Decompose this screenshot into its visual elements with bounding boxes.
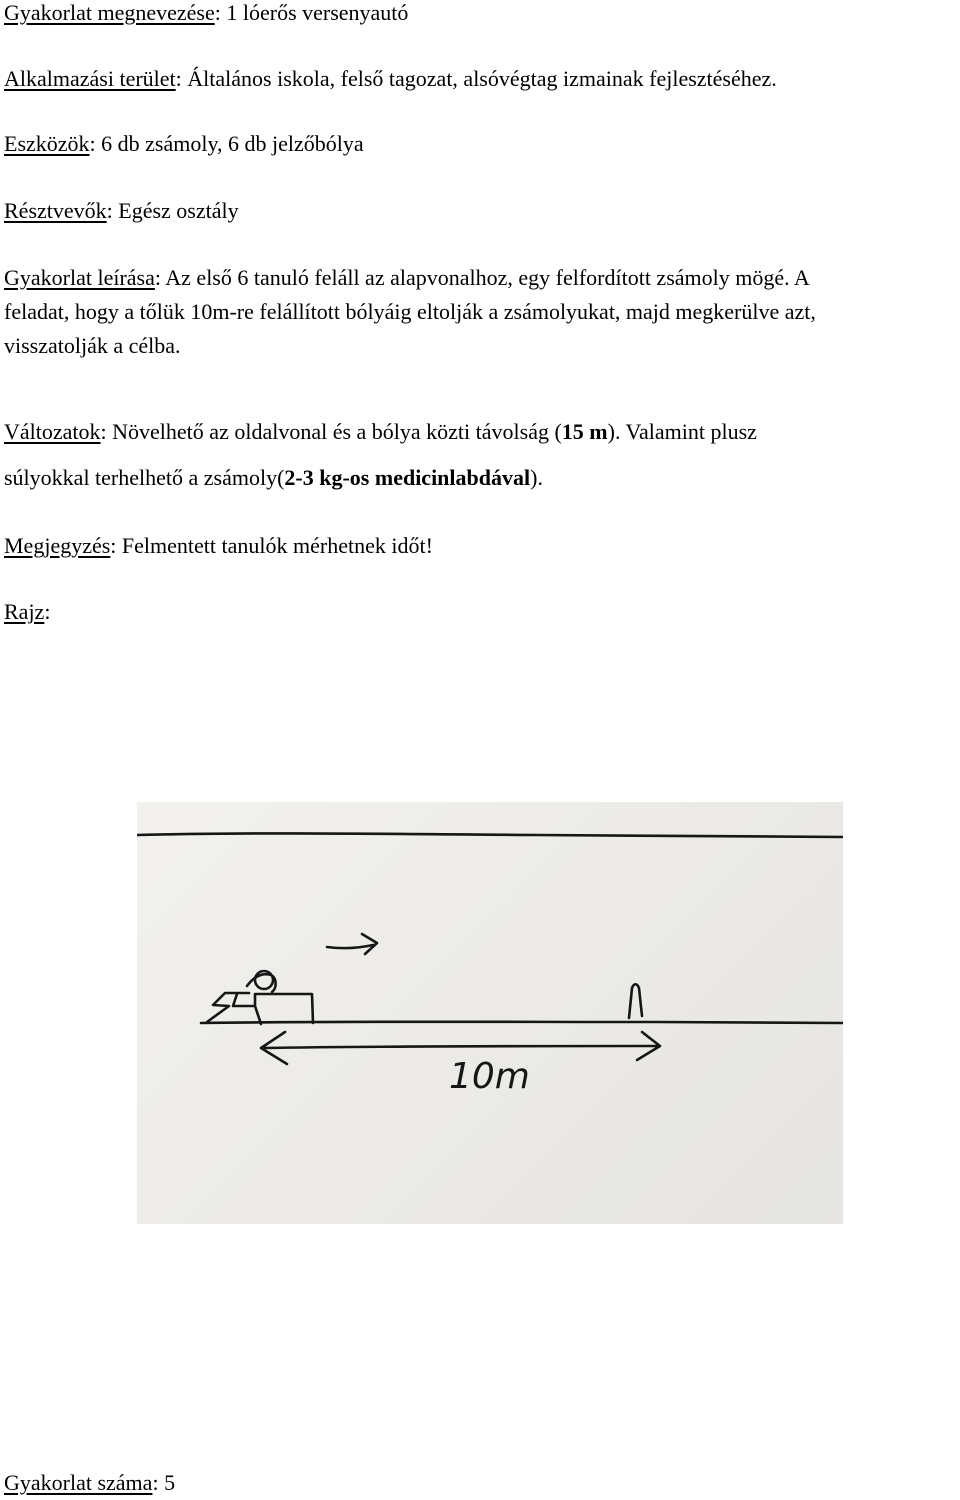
tools-value: 6 db zsámoly, 6 db jelzőbólya [101, 131, 364, 156]
tools: Eszközök: 6 db zsámoly, 6 db jelzőbólya [4, 131, 364, 156]
variants-line-2 [4, 465, 959, 497]
variants [4, 419, 959, 497]
sideline [137, 833, 843, 837]
drawing-label: Rajz [4, 599, 45, 624]
description-line-3: visszatolják a célba. [4, 333, 181, 358]
bench-icon [255, 994, 313, 1024]
variants-text-3: súlyokkal terhelhető a zsámoly( [4, 465, 285, 490]
exercise-description [4, 265, 959, 367]
description-line-1: Gyakorlat leírása: Az első 6 tanuló feláll az alapvonalhoz, egy felfordított zsámoly mögé. A [4, 265, 810, 290]
tools-label: Eszközök [4, 131, 90, 156]
note-label: Megjegyzés [4, 533, 111, 558]
exercise-number-label: Gyakorlat száma [4, 1470, 153, 1495]
student-legs [207, 993, 253, 1022]
application-area-label: Alkalmazási terület [4, 66, 176, 91]
exercise-number-value: 5 [164, 1470, 176, 1495]
note: Megjegyzés: Felmentett tanulók mérhetnek időt! [4, 533, 433, 558]
variants-label: Változatok [4, 419, 101, 444]
variants-text-2: ). Valamint plusz [607, 419, 757, 444]
description-text-1: Az első 6 tanuló feláll az alapvonalhoz, egy felfordított zsámoly mögé. A [165, 265, 810, 290]
exercise-name: Gyakorlat megnevezése: 1 lóerős versenyautó [4, 0, 409, 25]
application-area: Alkalmazási terület: Általános iskola, felső tagozat, alsóvégtag izmainak fejlesztéséhez. [4, 66, 777, 91]
drawing-sketch [137, 802, 843, 1224]
exercise-name-value: 1 lóerős versenyautó [226, 0, 409, 25]
description-label: Gyakorlat leírása [4, 265, 155, 290]
variants-text-4: ). [530, 465, 543, 490]
motion-arrow-icon [327, 934, 377, 954]
variants-line-1: Változatok: Növelhető az oldalvonal és a bólya közti távolság (15 m). Valamint plusz [4, 419, 757, 444]
drawing-heading: Rajz: [4, 599, 51, 624]
variants-distance: 15 m [561, 419, 608, 444]
participants-label: Résztvevők [4, 198, 107, 223]
cone-icon [629, 984, 642, 1018]
variants-weight: 2-3 kg-os medicinlabdával [284, 465, 531, 490]
distance-label: 10m [449, 1056, 530, 1097]
ground-line [201, 1022, 843, 1023]
participants: Résztvevők: Egész osztály [4, 198, 239, 223]
exercise-number: Gyakorlat száma: 5 [4, 1470, 176, 1495]
application-area-value: Általános iskola, felső tagozat, alsóvégtag izmainak fejlesztéséhez. [187, 66, 777, 91]
note-value: Felmentett tanulók mérhetnek időt! [121, 533, 433, 558]
exercise-name-label: Gyakorlat megnevezése [4, 0, 215, 25]
description-line-2: feladat, hogy a tőlük 10m-re felállított bólyáig eltolják a zsámolyukat, majd megkerülve azt, [4, 299, 816, 324]
drawing-photo [137, 802, 843, 1224]
participants-value: Egész osztály [118, 198, 239, 223]
variants-text-1: Növelhető az oldalvonal és a bólya közti távolság ( [112, 419, 562, 444]
